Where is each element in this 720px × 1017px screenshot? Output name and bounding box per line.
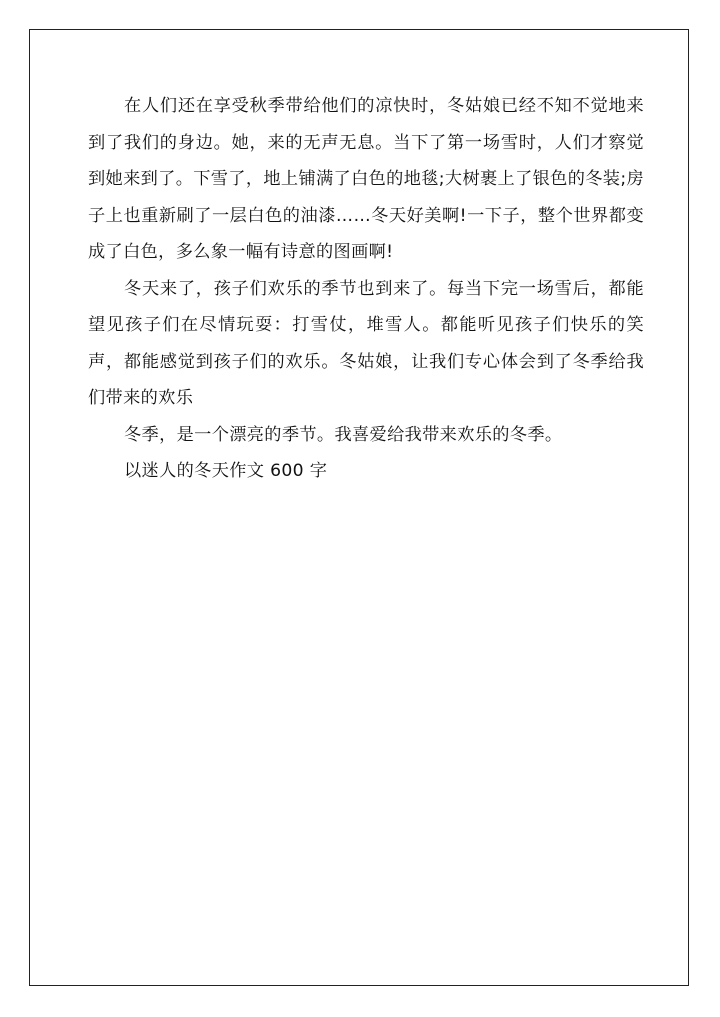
paragraph-beautiful-season: 冬季，是一个漂亮的季节。我喜爱给我带来欢乐的冬季。 bbox=[124, 424, 563, 445]
paragraph-children-joy: 冬天来了，孩子们欢乐的季节也到来了。每当下完一场雪后，都能望见孩子们在尽情玩耍：打雪仗，堆雪人。都能听见孩子们快乐的笑声，都能感觉到孩子们的欢乐。冬姑娘，让我们专心体会到了冬季给我们带来的欢乐 bbox=[88, 278, 644, 408]
essay-body bbox=[88, 88, 644, 490]
paragraph-autumn-to-winter: 在人们还在享受秋季带给他们的凉快时，冬姑娘已经不知不觉地来到了我们的身边。她，来的无声无息。当下了第一场雪时，人们才察觉到她来到了。下雪了，地上铺满了白色的地毯;大树裹上了银色的冬装;房子上也重新刷了一层白色的油漆……冬天好美啊!一下子，整个世界都变成了白色，多么象一幅有诗意的图画啊! bbox=[88, 96, 644, 262]
essay-title-line: 以迷人的冬天作文 600 字 bbox=[124, 461, 328, 481]
